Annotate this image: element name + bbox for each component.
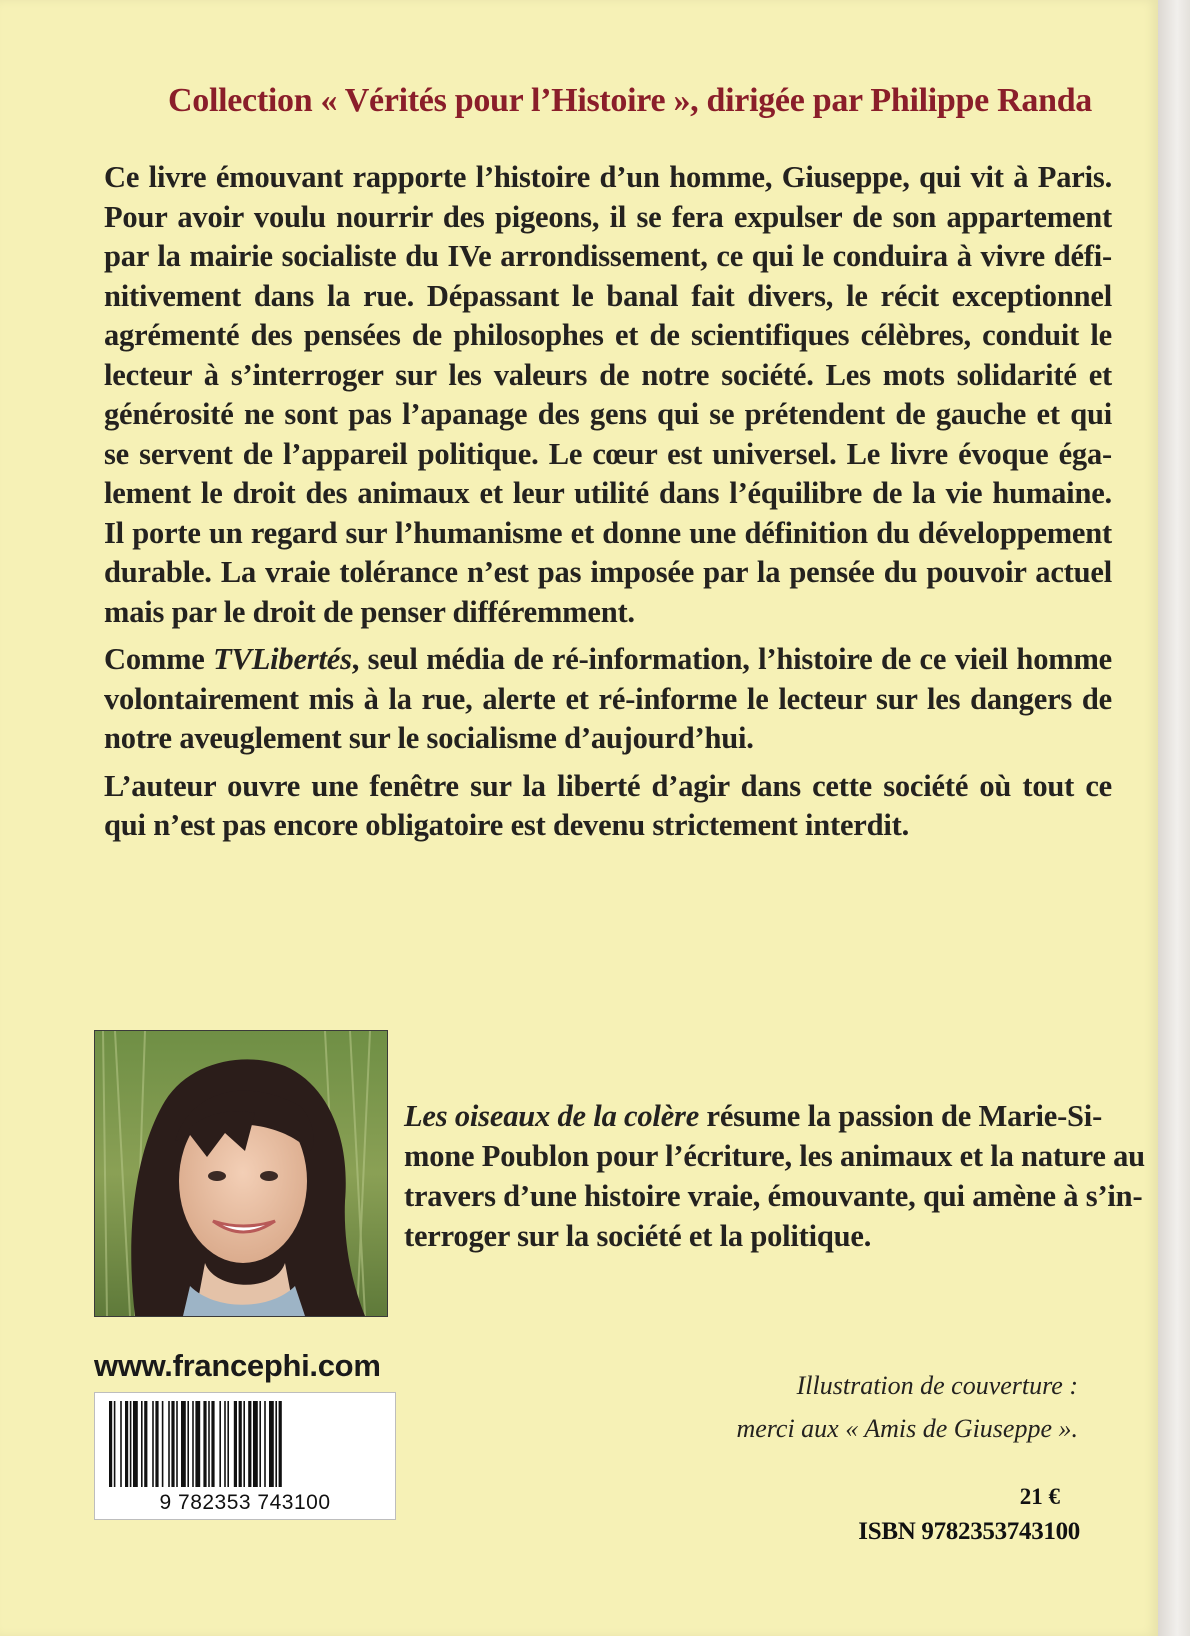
barcode-bar — [259, 1401, 261, 1487]
barcode-bar — [162, 1401, 164, 1487]
description-line: nitivement dans la rue. Dépassant le banal fait divers, le récit exceptionnel — [104, 278, 1112, 313]
barcode-bar — [144, 1401, 147, 1487]
barcode-bar — [269, 1401, 274, 1487]
barcode-bar — [133, 1401, 138, 1487]
barcode-bar — [155, 1401, 158, 1487]
shrink-wrap-edge — [1158, 0, 1190, 1636]
barcode-bar — [171, 1401, 174, 1487]
credit-line-1: Illustration de couverture : — [796, 1371, 1078, 1400]
description-line: Pour avoir voulu nourrir des pigeons, il se fera expulser de son appartement — [104, 199, 1112, 234]
description-line: par la mairie socialiste du IVe arrondissement, ce qui le conduira à vivre défi- — [104, 239, 1112, 273]
description-line: lecteur à s’interroger sur les valeurs de notre société. Les mots solidarité et — [104, 357, 1112, 392]
tvlibertes-title: TVLibertés — [213, 642, 352, 676]
description-line: durable. La vraie tolérance n’est pas imposée par la pensée du pouvoir actuel — [104, 555, 1112, 589]
barcode-bar — [203, 1401, 206, 1487]
description-line: notre aveuglement sur le socialisme d’aujourd’hui. — [104, 721, 754, 755]
description-line: générosité ne sont pas l’apanage des gens qui se prétendent de gauche et qui — [104, 397, 1112, 431]
barcode-bar — [152, 1401, 154, 1487]
description-line: Ce livre émouvant rapporte l’histoire d’un homme, Giuseppe, qui vit à Paris. — [104, 160, 1112, 194]
book-title: Les oiseaux de la colère — [404, 1099, 700, 1133]
barcode-bar — [224, 1401, 226, 1487]
bio-line: travers d’une histoire vraie, émouvante, qui amène à s’in- — [404, 1179, 1143, 1213]
cover-credit — [558, 1364, 1078, 1450]
bio-line: terroger sur la société et la politique. — [404, 1219, 872, 1253]
barcode-bar — [243, 1401, 245, 1487]
barcode-bar — [234, 1401, 237, 1487]
description-line: qui n’est pas encore obligatoire est devenu strictement interdit. — [104, 808, 910, 842]
book-description — [104, 158, 1112, 854]
barcode-digits: 9 782353 743100 — [159, 1491, 331, 1514]
description-text: , seul média de ré-information, l’histoire de ce vieil homme — [351, 642, 1112, 676]
price: 21 € — [1019, 1484, 1060, 1509]
isbn: ISBN 9782353743100 — [858, 1518, 1080, 1545]
barcode-bar — [253, 1401, 258, 1487]
barcode-bar — [114, 1401, 116, 1487]
description-line: lement le droit des animaux et leur utilité dans l’équilibre de la vie humaine. — [104, 476, 1112, 510]
barcode-bar — [275, 1401, 277, 1487]
barcode-bar — [168, 1401, 170, 1487]
barcode-bar — [130, 1401, 132, 1487]
barcode-bar — [181, 1401, 186, 1487]
barcode-bar — [279, 1401, 282, 1487]
collection-heading: Collection « Vérités pour l’Histoire », dirigée par Philippe Randa — [168, 82, 1092, 119]
barcode-bar — [192, 1401, 194, 1487]
description-line: volontairement mis à la rue, alerte et ré-informe le lecteur sur les dangers de — [104, 681, 1112, 716]
barcode-bar — [120, 1401, 122, 1487]
barcode-bar — [195, 1401, 200, 1487]
description-line: mais par le droit de penser différemment. — [104, 594, 635, 629]
barcode-bar — [264, 1401, 266, 1487]
barcode-bar — [248, 1401, 251, 1487]
publisher-website: www.francephi.com — [94, 1348, 381, 1383]
description-paragraph-3 — [104, 767, 1112, 846]
description-line — [104, 640, 1112, 680]
barcode-bar — [211, 1401, 214, 1487]
description-line: se servent de l’appareil politique. Le cœur est universel. Le livre évoque éga- — [104, 436, 1112, 471]
bio-line: mone Poublon pour l’écriture, les animaux et la nature au — [404, 1139, 1145, 1173]
barcode-bar — [227, 1401, 229, 1487]
bio-text: résume la passion de Marie-Si- — [699, 1099, 1103, 1133]
author-photo — [94, 1030, 388, 1317]
barcode-bar — [219, 1401, 221, 1487]
barcode-bar — [176, 1401, 178, 1487]
description-line: agrémenté des pensées de philosophes et de scientifiques célèbres, conduit le — [104, 318, 1112, 352]
author-bio — [404, 1096, 1145, 1256]
bio-line — [404, 1096, 1104, 1136]
comme-text: Comme — [104, 642, 214, 676]
barcode-bar — [109, 1401, 112, 1487]
barcode-bar — [125, 1401, 128, 1487]
barcode-bars — [95, 1393, 395, 1489]
description-line: L’auteur ouvre une fenêtre sur la liberté d’agir dans cette société où tout ce — [104, 768, 1112, 803]
barcode-bar — [208, 1401, 210, 1487]
description-paragraph-1 — [104, 158, 1112, 632]
barcode — [94, 1392, 396, 1520]
credit-line-2: merci aux « Amis de Giuseppe ». — [736, 1414, 1078, 1443]
barcode-bar — [239, 1401, 242, 1487]
description-line: Il porte un regard sur l’humanisme et donne une définition du développement — [104, 515, 1112, 550]
barcode-bar — [141, 1401, 143, 1487]
description-paragraph-2 — [104, 640, 1112, 759]
barcode-bar — [187, 1401, 189, 1487]
